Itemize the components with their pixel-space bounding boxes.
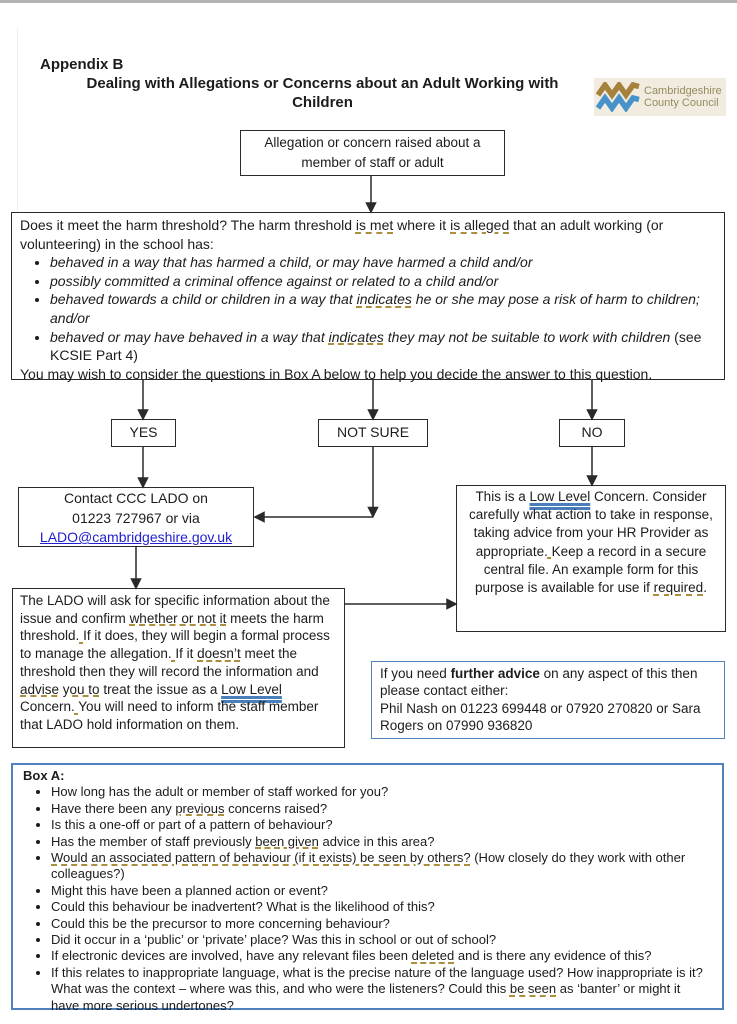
threshold-bullet-3: • behaved towards a child or children in a way that indicates he or she may pose a risk of harm to children; and/or xyxy=(50,290,716,327)
cambridgeshire-county-council-logo xyxy=(594,78,726,116)
box-a-question-3: • Is this a one-off or part of a pattern of behaviour? xyxy=(51,817,712,833)
threshold-bullet-2: • possibly committed a criminal offence against or related to a child and/or xyxy=(50,272,716,291)
appendix-label: Appendix B xyxy=(40,56,124,73)
harm-threshold-box xyxy=(11,212,725,380)
box-a-title: Box A: xyxy=(23,768,65,783)
contact-lado-box xyxy=(18,487,254,547)
decision-no-box: NO xyxy=(559,419,625,447)
zigzag-logo-icon xyxy=(596,82,640,112)
box-a-question-10: • If electronic devices are involved, have any relevant files been deleted and is there any evidence of this? xyxy=(51,948,712,964)
contact-lado-line1: Contact CCC LADO on xyxy=(64,490,208,506)
box-a-question-5: • Would an associated pattern of behaviour (if it exists) be seen by others? (How closely do they work with other colleagues?) xyxy=(51,850,712,883)
box-a-question-6: • Might this have been a planned action or event? xyxy=(51,883,712,899)
further-advice-text: If you need further advice on any aspect of this then please contact either: xyxy=(380,666,698,699)
box-a-question-8: • Could this be the precursor to more concerning behaviour? xyxy=(51,916,712,932)
logo-text xyxy=(644,85,722,109)
box-a-question-7: • Could this behaviour be inadvertent? What is the likelihood of this? xyxy=(51,899,712,915)
box-a-question-2: • Have there been any previous concerns raised? xyxy=(51,801,712,817)
further-advice-contacts: Phil Nash on 01223 699448 or 07920 270820 or Sara Rogers on 07990 936820 xyxy=(380,700,701,734)
lado-email-link[interactable]: LADO@cambridgeshire.gov.uk xyxy=(39,529,233,545)
page-title: Dealing with Allegations or Concerns about an Adult Working with Children xyxy=(86,75,559,111)
box-a-question-9: • Did it occur in a ‘public’ or ‘private’ place? Was this in school or out of school? xyxy=(51,932,712,948)
harm-threshold-footer: You may wish to consider the questions in Box A below to help you decide the answer to this question. xyxy=(20,365,653,382)
low-level-concern-box: This is a Low Level Concern. Consider carefully what action to take in response, taking advice from your HR Provider as appropriate. Keep a record in a secure central file. An example form for this purpose is available for use if required. xyxy=(456,485,726,632)
logo-text-line1: Cambridgeshire xyxy=(644,85,722,97)
box-a-questions xyxy=(23,784,712,1014)
box-a-question-11: • If this relates to inappropriate language, what is the precise nature of the language used? How inappropriate is it? What was the context – where was this, and who were the listeners? Could this be seen as ‘banter’ or might it have more serious undertones? xyxy=(51,965,712,1014)
threshold-bullet-4: • behaved or may have behaved in a way that indicates they may not be suitable to work with children (see KCSIE Part 4) xyxy=(50,328,716,365)
flow-start-box xyxy=(240,130,505,176)
scan-artifact-left-line xyxy=(17,28,18,212)
decision-not-sure-box: NOT SURE xyxy=(318,419,428,447)
box-a-question-1: • How long has the adult or member of staff worked for you? xyxy=(51,784,712,800)
lado-process-box: The LADO will ask for specific information about the issue and confirm whether or not it meets the harm threshold. If it does, they will begin a formal process to manage the allegation. If it doesn’t meet the threshold then they will record the information and advise you to treat the issue as a Low Level Concern. You will need to inform the staff member that LADO hold information on them. xyxy=(12,588,345,748)
harm-threshold-bullets xyxy=(20,253,716,365)
box-a xyxy=(11,763,724,1013)
box-a-question-4: • Has the member of staff previously been given advice in this area? xyxy=(51,834,712,850)
flow-start-text: Allegation or concern raised about a member of staff or adult xyxy=(264,135,481,170)
further-advice-box xyxy=(371,661,725,739)
logo-text-line2: County Council xyxy=(644,97,719,109)
decision-yes-box: YES xyxy=(111,419,176,447)
contact-lado-line2: 01223 727967 or via xyxy=(72,509,200,526)
scan-artifact-top-line xyxy=(0,0,737,3)
harm-threshold-intro: Does it meet the harm threshold? The harm threshold is met where it is alleged that an adult working (or volunteering) in the school has: xyxy=(20,217,664,252)
threshold-bullet-1: • behaved in a way that has harmed a child, or may have harmed a child and/or xyxy=(50,253,716,272)
